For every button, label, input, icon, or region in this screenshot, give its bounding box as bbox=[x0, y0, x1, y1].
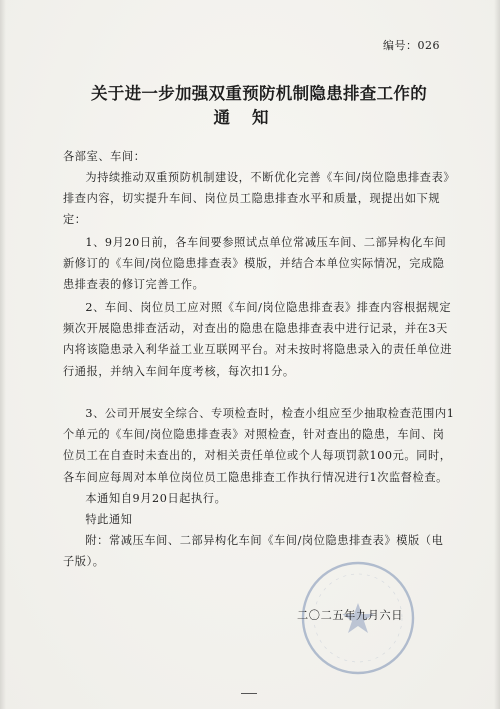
document-number: 编号：026 bbox=[383, 39, 440, 52]
rule-2-paragraph: 2、车间、岗位员工应对照《车间/岗位隐患排查表》排查内容根据规定频次开展隐患排查活动，对查出的隐患在隐患排查表中进行记录，并在3天内将该隐患录入利华益工业互联网平台。对未按时将隐患录入的责任单位进行通报，并纳入车间年度考核，每次扣1分。 bbox=[63, 301, 452, 378]
page-bottom-mark bbox=[241, 693, 257, 694]
effective-date-paragraph: 本通知自9月20日起执行。 bbox=[85, 492, 227, 505]
closing-paragraph: 特此通知 bbox=[85, 513, 133, 526]
rule-3-paragraph: 3、公司开展安全综合、专项检查时，检查小组应至少抽取检查范围内1个单元的《车间/岗位隐患排查表》对照检查，针对查出的隐患，车间、岗位员工在自查时未查出的，对相关责任单位或个人每项罚款100元。同时，各车间应每周对本单位岗位员工隐患排查工作执行情况进行1次监督检查。 bbox=[63, 407, 455, 484]
intro-paragraph: 为持续推动双重预防机制建设，不断优化完善《车间/岗位隐患排查表》排查内容，切实提升车间、岗位员工隐患排查水平和质量，现提出如下规定： bbox=[63, 171, 450, 227]
document-title-line2: 通知 bbox=[213, 108, 291, 127]
salutation: 各部室、车间： bbox=[63, 150, 146, 163]
document-title-line1: 关于进一步加强双重预防机制隐患排查工作的 bbox=[91, 84, 427, 103]
issue-date: 二〇二五年九月六日 bbox=[297, 609, 404, 622]
rule-1-paragraph: 1、9月20日前，各车间要参照试点单位常减压车间、二部异构化车间新修订的《车间/岗位隐患排查表》模版，并结合本单位实际情况，完成隐患排查表的修订完善工作。 bbox=[63, 236, 447, 292]
attachment-paragraph: 附：常减压车间、二部异构化车间《车间/岗位隐患排查表》模版（电子版）。 bbox=[63, 534, 444, 569]
